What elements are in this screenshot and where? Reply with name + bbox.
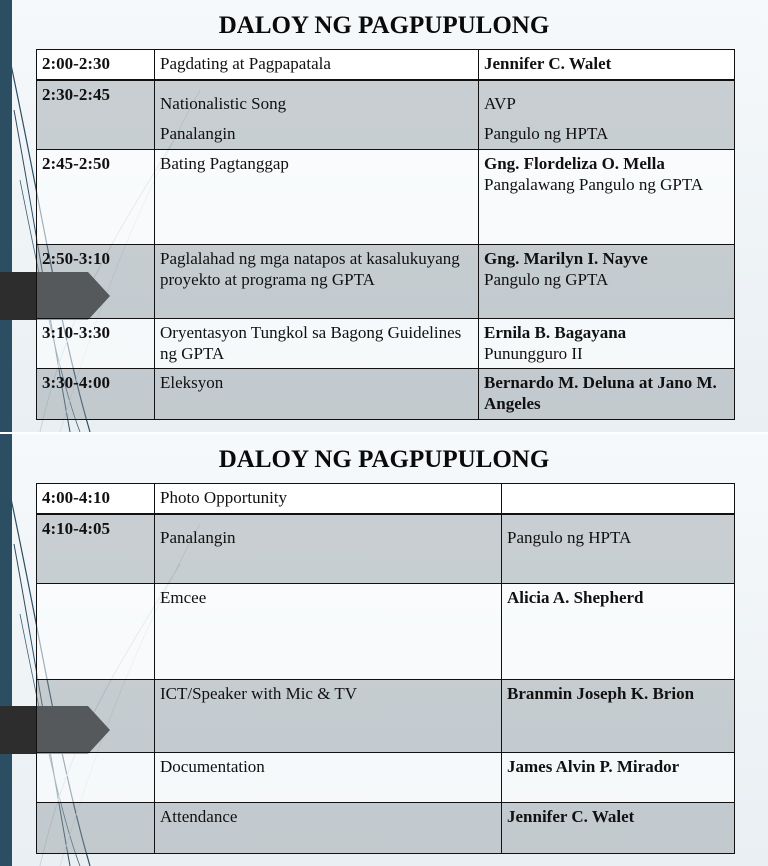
time-cell: 3:30-4:00 <box>37 369 155 420</box>
person-cell <box>479 319 735 369</box>
activity-cell: Photo Opportunity <box>155 484 502 514</box>
activity-cell: Eleksyon <box>155 369 479 420</box>
table-row <box>37 150 735 245</box>
person-line: Pangulo ng HPTA <box>484 123 609 143</box>
person-title: Pangulo ng GPTA <box>484 270 609 289</box>
time-cell: 4:10-4:05 <box>37 514 155 584</box>
time-cell: 3:10-3:30 <box>37 319 155 369</box>
table-row <box>37 803 735 854</box>
time-cell: 4:00-4:10 <box>37 484 155 514</box>
activity-cell: Paglalahad ng mga natapos at kasalukuyang proyekto at programa ng GPTA <box>155 245 479 319</box>
activity-cell: Attendance <box>155 803 502 854</box>
table-row <box>37 753 735 803</box>
activity-cell: Oryentasyon Tungkol sa Bagong Guidelines ng GPTA <box>155 319 479 369</box>
person-name: Gng. Marilyn I. Nayve <box>484 249 648 268</box>
agenda-table <box>36 49 735 420</box>
person-cell: Alicia A. Shepherd <box>502 584 735 680</box>
person-cell: Branmin Joseph K. Brion <box>502 680 735 753</box>
page-title: DALOY NG PAGPUPULONG <box>218 12 550 39</box>
table-row <box>37 319 735 369</box>
person-title: Punungguro II <box>484 344 583 363</box>
activity-cell <box>155 514 502 584</box>
person-name: Gng. Flordeliza O. Mella <box>484 154 665 173</box>
table-row <box>37 80 735 150</box>
table-row <box>37 514 735 584</box>
slide-1 <box>0 0 768 432</box>
slide-2 <box>0 434 768 866</box>
activity-cell: Pagdating at Pagpapatala <box>155 50 479 80</box>
person-cell <box>479 245 735 319</box>
person-name: Bernardo M. Deluna at Jano M. Angeles <box>484 373 717 413</box>
table-row <box>37 369 735 420</box>
activity-cell: Bating Pagtanggap <box>155 150 479 245</box>
table-row <box>37 584 735 680</box>
time-cell: 2:30-2:45 <box>37 80 155 150</box>
time-cell: 2:50-3:10 <box>37 245 155 319</box>
page-title: DALOY NG PAGPUPULONG <box>218 446 550 473</box>
person-cell: James Alvin P. Mirador <box>502 753 735 803</box>
person-cell <box>479 80 735 150</box>
activity-line: Panalangin <box>160 527 236 547</box>
table-row <box>37 484 735 514</box>
activity-line: Panalangin <box>160 123 236 143</box>
time-cell: 2:00-2:30 <box>37 50 155 80</box>
person-cell <box>502 484 735 514</box>
time-cell <box>37 803 155 854</box>
person-cell <box>502 514 735 584</box>
person-line: AVP <box>484 93 516 113</box>
person-cell <box>479 369 735 420</box>
person-cell: Jennifer C. Walet <box>479 50 735 80</box>
table-row <box>37 680 735 753</box>
activity-cell: Documentation <box>155 753 502 803</box>
person-cell <box>479 150 735 245</box>
activity-cell: Emcee <box>155 584 502 680</box>
agenda-table <box>36 483 735 854</box>
activity-line: Nationalistic Song <box>160 93 287 113</box>
person-line: Pangulo ng HPTA <box>507 527 632 547</box>
table-row <box>37 50 735 80</box>
activity-cell: ICT/Speaker with Mic & TV <box>155 680 502 753</box>
table-row <box>37 245 735 319</box>
person-name: Ernila B. Bagayana <box>484 323 627 342</box>
activity-cell <box>155 80 479 150</box>
time-cell <box>37 680 155 753</box>
time-cell: 2:45-2:50 <box>37 150 155 245</box>
time-cell <box>37 584 155 680</box>
person-title: Pangalawang Pangulo ng GPTA <box>484 175 704 194</box>
time-cell <box>37 753 155 803</box>
person-cell: Jennifer C. Walet <box>502 803 735 854</box>
